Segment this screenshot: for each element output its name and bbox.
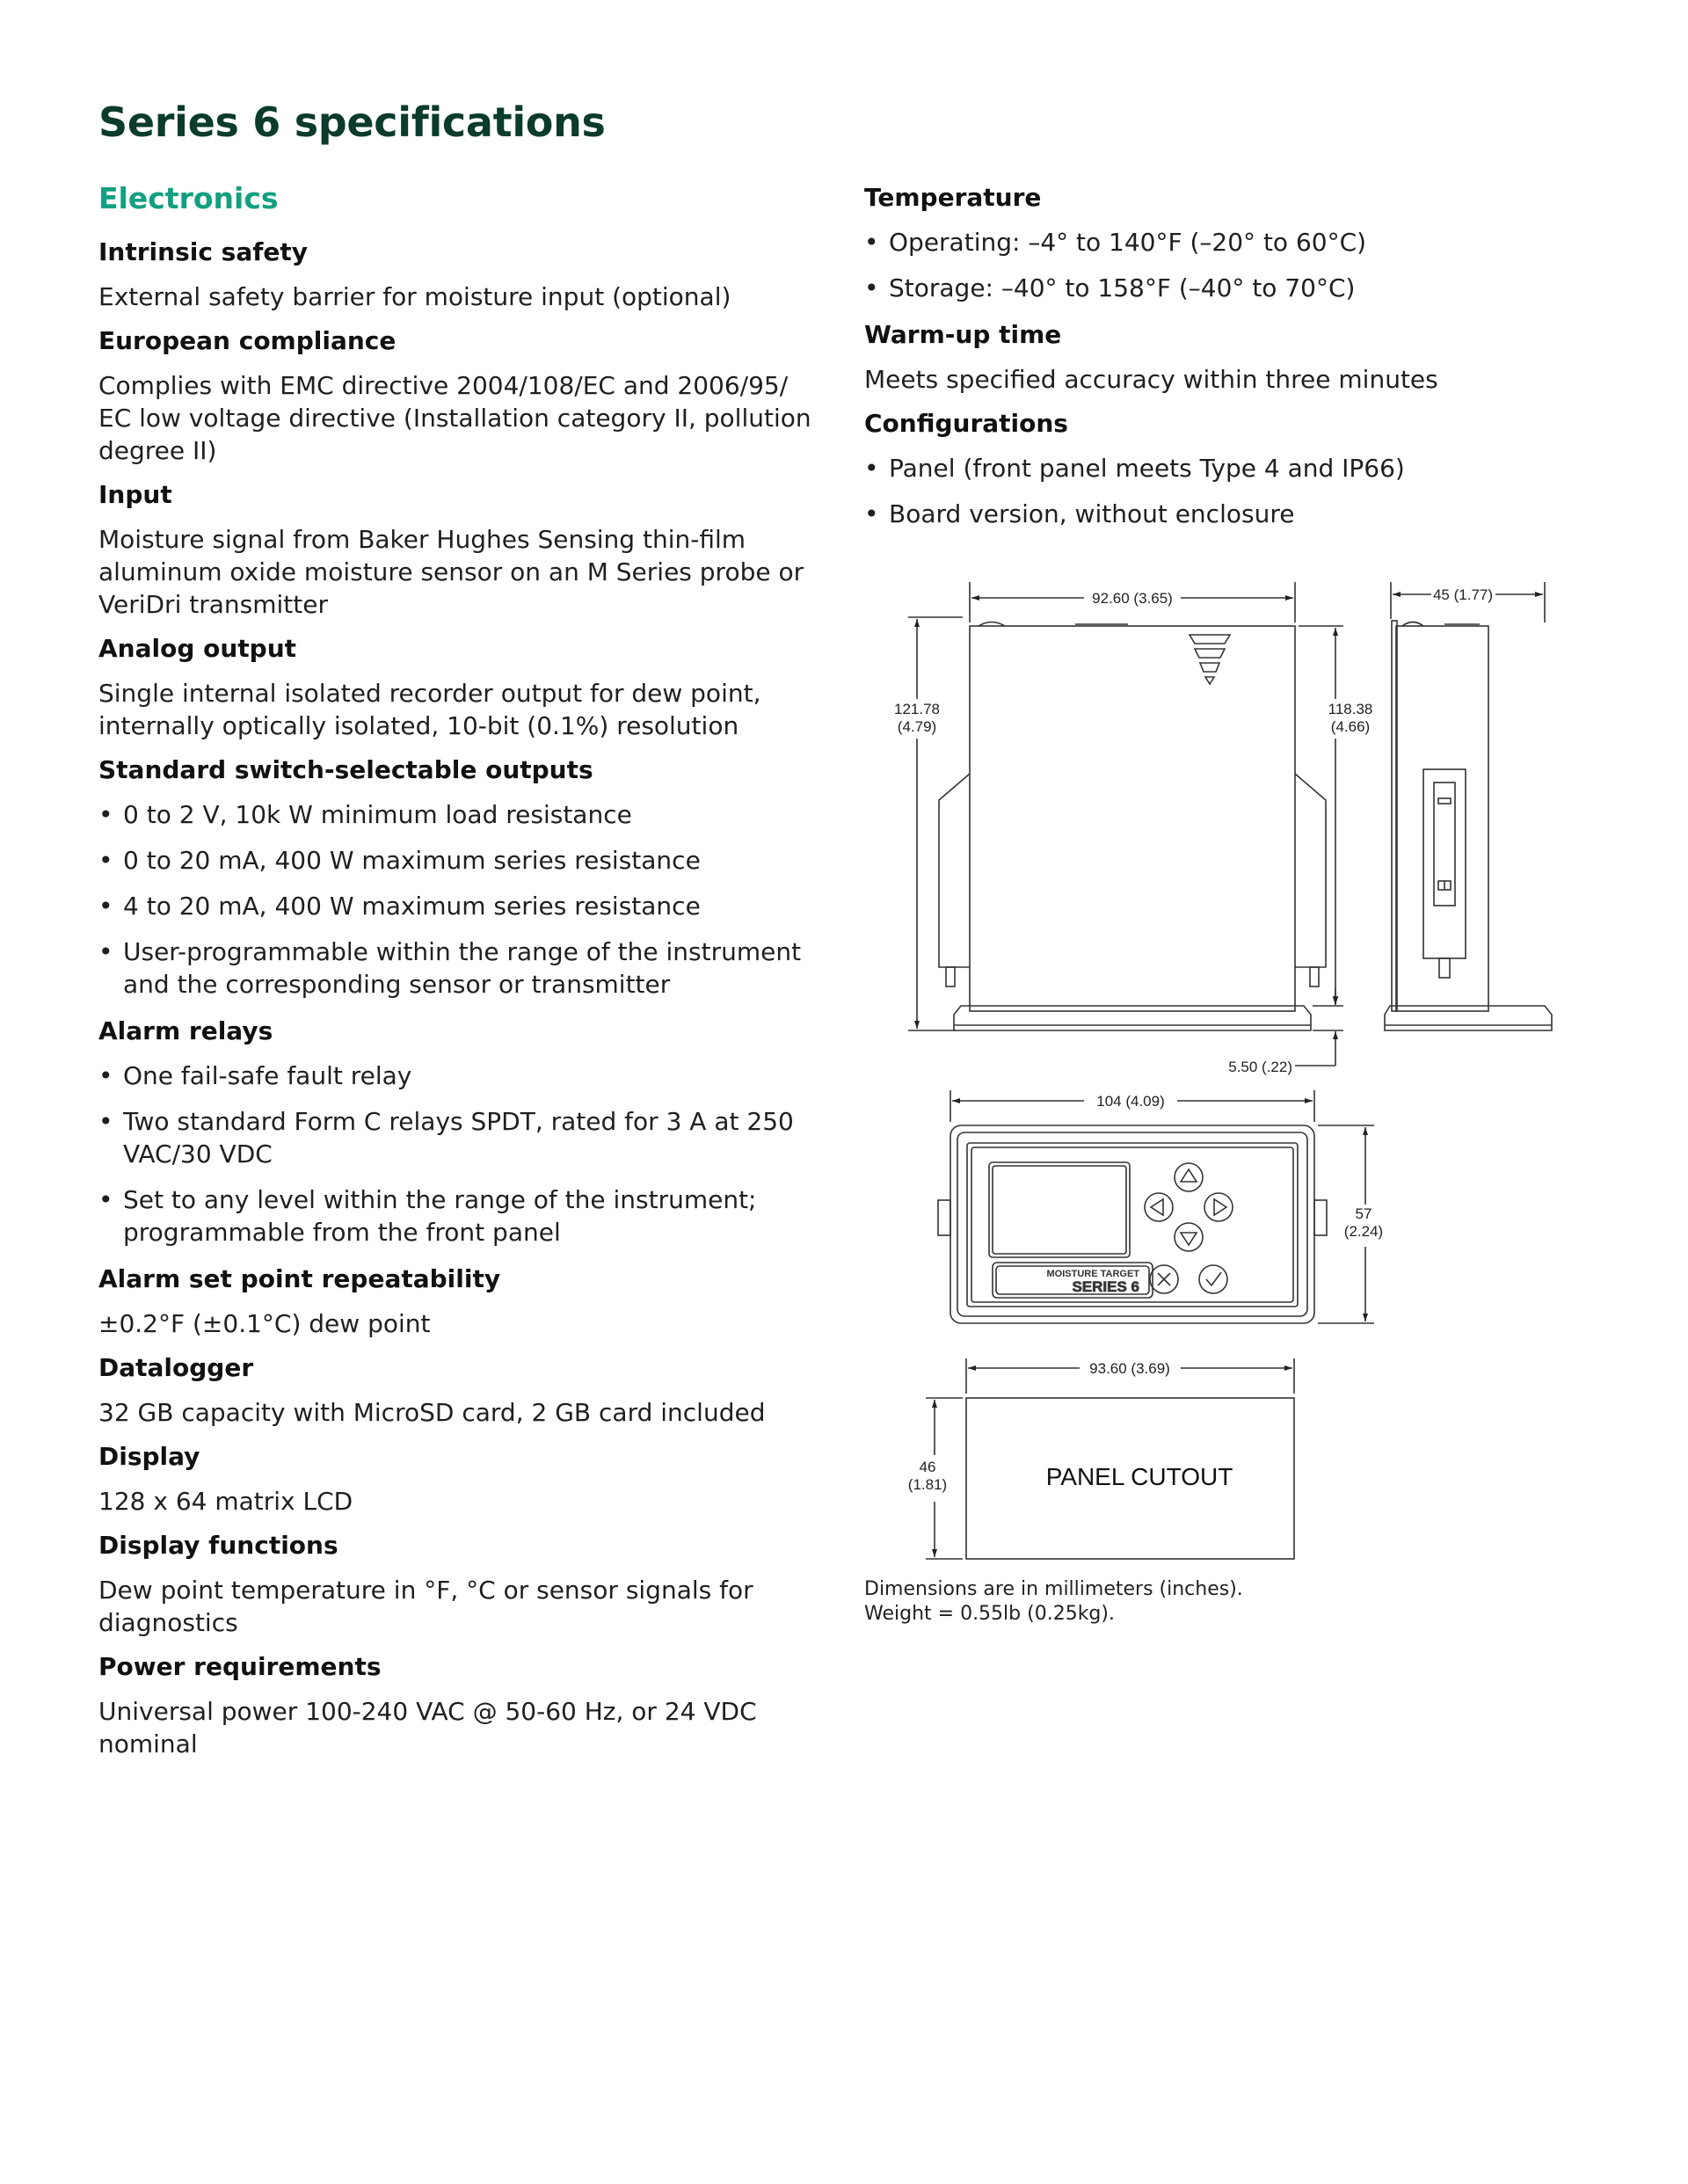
spec-text: 32 GB capacity with MicroSD card, 2 GB card included <box>98 1398 766 1427</box>
dim-label-right-height-in: (4.66) <box>1330 718 1371 735</box>
spec-switch-outputs <box>98 753 828 1001</box>
left-button <box>1145 1193 1173 1221</box>
bullet-glyph: • <box>98 800 113 829</box>
spec-text: Universal power 100-240 VAC @ 50-60 Hz, or 24 VDC nominal <box>98 1697 757 1758</box>
dim-label-left-height-mm: 121.78 <box>894 701 940 717</box>
list-item <box>98 798 828 831</box>
list-item-text: One fail-safe fault relay <box>123 1061 412 1090</box>
spec-label: Alarm set point repeatability <box>98 1264 501 1293</box>
dim-bezel <box>1295 988 1343 1066</box>
brand-label-line1: MOISTURE TARGET <box>1046 1269 1139 1279</box>
spec-text: ±0.2°F (±0.1°C) dew point <box>98 1309 431 1338</box>
right-column <box>864 180 1594 543</box>
front-left-clip <box>938 1200 950 1235</box>
dimension-drawing-svg <box>864 563 1594 1583</box>
spec-text: Dew point temperature in °F, °C or sensor signals for diagnostics <box>98 1576 753 1637</box>
brand-label-line2: SERIES 6 <box>1072 1278 1139 1295</box>
side-body <box>1396 626 1488 1011</box>
bullet-glyph: • <box>98 892 113 921</box>
spec-label: Intrinsic safety <box>98 237 309 266</box>
bullet-glyph: • <box>864 499 879 528</box>
list-item <box>98 890 828 922</box>
list-item <box>98 935 828 1001</box>
enclosure-body <box>970 626 1295 1011</box>
list-item-text: 4 to 20 mA, 400 W maximum series resistance <box>123 892 701 921</box>
dim-right-height <box>1299 626 1343 1006</box>
spec-alarm-relays <box>98 1014 828 1249</box>
list-item <box>864 226 1594 258</box>
right-pin <box>1310 967 1319 986</box>
dim-label-cutout-height-in: (1.81) <box>907 1476 948 1493</box>
side-bezel <box>1385 1006 1552 1030</box>
list-item-text: 0 to 20 mA, 400 W maximum series resistance <box>123 846 701 875</box>
bullet-glyph: • <box>864 228 879 257</box>
bullet-list <box>864 226 1594 304</box>
note-units: Dimensions are in millimeters (inches). <box>864 1578 1243 1600</box>
spec-label: Analog output <box>98 634 297 663</box>
confirm-button <box>1199 1265 1227 1293</box>
dim-label-front-height-in: (2.24) <box>1343 1223 1384 1240</box>
dim-label-right-height-mm: 118.38 <box>1328 701 1373 717</box>
front-right-clip <box>1314 1200 1327 1235</box>
dim-label-side-depth: 45 (1.77) <box>1432 586 1494 603</box>
vent-icon <box>1190 635 1230 684</box>
spec-input <box>98 477 828 621</box>
panel-cutout-label: PANEL CUTOUT <box>1045 1463 1233 1490</box>
spec-text: Single internal isolated recorder output for dew point, internally optically isolated, 10-bit (0.1%) resolution <box>98 679 761 740</box>
bullet-glyph: • <box>98 846 113 875</box>
dim-label-front-width: 104 (4.09) <box>1096 1093 1165 1110</box>
left-column <box>98 180 828 1771</box>
spec-intrinsic-safety <box>98 235 828 313</box>
spec-power <box>98 1649 828 1760</box>
page-title: Series 6 specifications <box>98 98 606 146</box>
list-item <box>98 844 828 877</box>
list-item <box>98 1183 828 1249</box>
section-title-electronics: Electronics <box>98 181 279 215</box>
bullet-glyph: • <box>864 273 879 302</box>
spec-datalogger <box>98 1350 828 1429</box>
spec-temperature <box>864 180 1594 304</box>
bullet-list <box>864 452 1594 530</box>
spec-label: Power requirements <box>98 1652 382 1681</box>
list-item-text: Panel (front panel meets Type 4 and IP66) <box>889 454 1405 483</box>
spec-configurations <box>864 406 1594 530</box>
spec-display-functions <box>98 1528 828 1639</box>
spec-label: Display functions <box>98 1531 338 1560</box>
bullet-glyph: • <box>864 454 879 483</box>
up-button <box>1175 1163 1203 1191</box>
spec-text: External safety barrier for moisture input (optional) <box>98 282 731 311</box>
dimension-notes <box>864 1577 1243 1627</box>
list-item-text: Board version, without enclosure <box>889 499 1295 528</box>
dimension-drawings <box>864 563 1594 1583</box>
spec-label: Standard switch-selectable outputs <box>98 755 593 784</box>
list-item-text: Storage: –40° to 158°F (–40° to 70°C) <box>889 273 1356 302</box>
dim-label-front-height-mm: 57 <box>1355 1205 1372 1222</box>
spec-alarm-repeatability <box>98 1262 828 1340</box>
dim-label-top-width: 92.60 (3.65) <box>1092 590 1173 607</box>
bullet-glyph: • <box>98 1107 113 1136</box>
bezel-base <box>954 1006 1311 1030</box>
bullet-glyph: • <box>98 1185 113 1214</box>
dim-label-bezel: 5.50 (.22) <box>1228 1059 1292 1075</box>
bullet-list <box>98 1059 828 1249</box>
right-button <box>1204 1193 1233 1221</box>
spec-text: 128 x 64 matrix LCD <box>98 1487 353 1516</box>
spec-label: Datalogger <box>98 1353 254 1382</box>
dim-label-left-height-in: (4.79) <box>897 718 937 735</box>
spec-label: Warm-up time <box>864 320 1062 349</box>
list-item-text: Two standard Form C relays SPDT, rated for 3 A at 250 VAC/30 VDC <box>123 1107 794 1168</box>
front-elevation-view <box>939 622 1326 1031</box>
spec-european-compliance <box>98 324 828 467</box>
list-item-text: 0 to 2 V, 10k W minimum load resistance <box>123 800 632 829</box>
dim-label-cutout-height-mm: 46 <box>919 1459 936 1475</box>
spec-display <box>98 1439 828 1518</box>
side-elevation-view <box>1385 621 1552 1030</box>
spec-label: Configurations <box>864 409 1068 438</box>
spec-label: Display <box>98 1442 200 1471</box>
bullet-glyph: • <box>98 937 113 966</box>
spec-label: Alarm relays <box>98 1016 273 1045</box>
spec-warmup <box>864 317 1594 396</box>
down-button <box>1175 1223 1203 1251</box>
spec-label: Input <box>98 480 172 509</box>
spec-label: European compliance <box>98 326 397 355</box>
list-item-text: Operating: –4° to 140°F (–20° to 60°C) <box>889 228 1367 257</box>
note-weight: Weight = 0.55lb (0.25kg). <box>864 1603 1115 1625</box>
spec-text: Meets specified accuracy within three minutes <box>864 365 1438 394</box>
spec-label: Temperature <box>864 183 1042 212</box>
lcd-screen <box>989 1162 1130 1257</box>
left-pin <box>946 967 955 986</box>
list-item <box>98 1059 828 1092</box>
list-item <box>864 272 1594 304</box>
spec-text: Complies with EMC directive 2004/108/EC and 2006/95/ EC low voltage directive (Installation category II, pollution degree II) <box>98 371 811 465</box>
bullet-glyph: • <box>98 1061 113 1090</box>
list-item <box>864 452 1594 484</box>
spec-text: Moisture signal from Baker Hughes Sensing thin-film aluminum oxide moisture sensor on an M Series probe or VeriDri transmitter <box>98 525 804 619</box>
list-item-text: Set to any level within the range of the instrument; programmable from the front panel <box>123 1185 757 1247</box>
spec-analog-output <box>98 631 828 742</box>
left-clip <box>939 774 970 967</box>
list-item-text: User-programmable within the range of the instrument and the corresponding sensor or transmitter <box>123 937 802 999</box>
dim-label-cutout-width: 93.60 (3.69) <box>1089 1360 1170 1377</box>
bullet-list <box>98 798 828 1001</box>
list-item <box>98 1105 828 1170</box>
list-item <box>864 498 1594 530</box>
right-clip <box>1295 774 1326 967</box>
